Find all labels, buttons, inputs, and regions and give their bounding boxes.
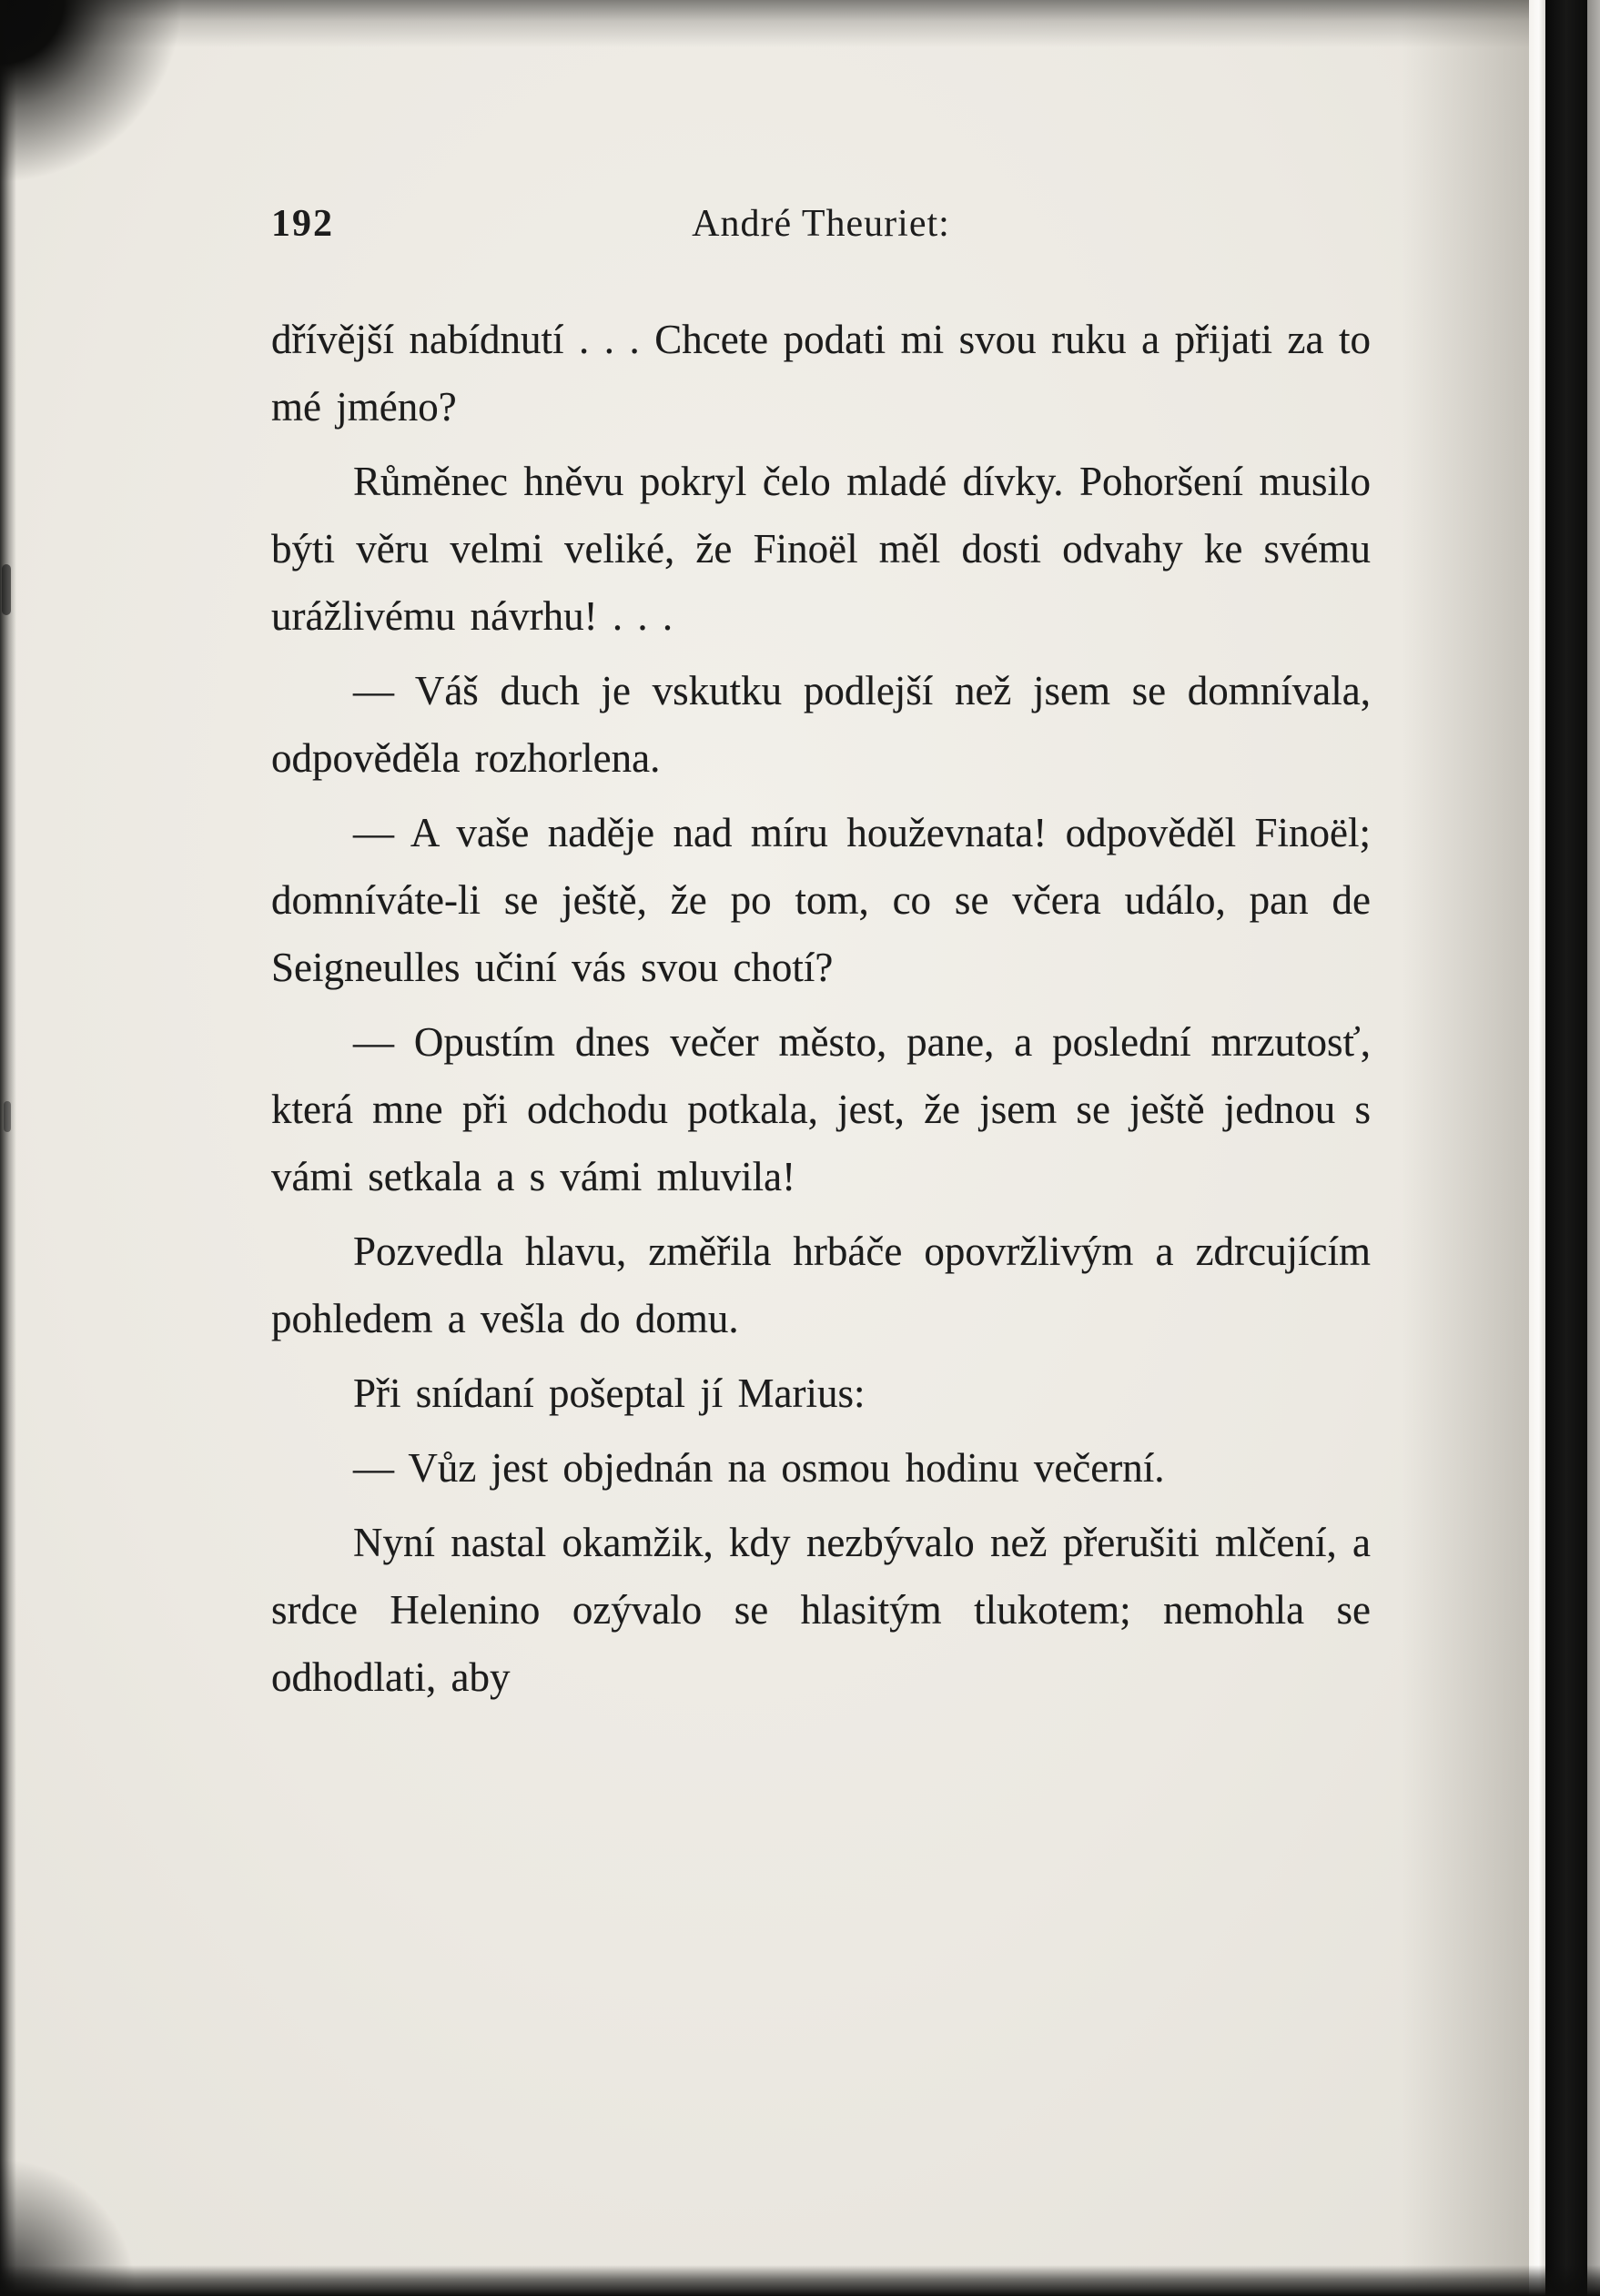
scan-top-left-corner-shadow bbox=[0, 0, 255, 218]
page-number: 192 bbox=[271, 203, 334, 245]
paragraph-dialogue: — Vůz jest objednán na osmou hodinu večerní. bbox=[353, 1445, 1165, 1491]
page-body-text bbox=[271, 306, 1371, 1718]
page-curl-shadow bbox=[1402, 0, 1529, 2296]
paragraph: Růměnec hněvu pokryl čelo mladé dívky. Pohoršení musilo býti věru velmi veliké, že Finoël měl dosti odvahy ke svému urážlivému návrhu! . . . bbox=[271, 459, 1371, 639]
scan-left-edge-shadow bbox=[0, 0, 16, 2296]
page-edge-highlight bbox=[1529, 0, 1545, 2296]
running-header bbox=[271, 198, 1371, 249]
paragraph: Nyní nastal okamžik, kdy nezbývalo než přerušiti mlčení, a srdce Helenino ozývalo se hlasitým tlukotem; nemohla se odhodlati, aby bbox=[271, 1520, 1371, 1700]
scan-bottom-edge-shadow bbox=[0, 2265, 1600, 2296]
book-spine-dark-band bbox=[1545, 0, 1587, 2296]
paragraph: Při snídaní pošeptal jí Marius: bbox=[353, 1371, 866, 1416]
paragraph-dialogue: — Opustím dnes večer město, pane, a poslední mrzutosť, která mne při odchodu potkala, jest, že jsem se ještě jednou s vámi setkala a s vámi mluvila! bbox=[271, 1019, 1371, 1199]
paragraph: dřívější nabídnutí . . . Chcete podati mi svou ruku a přijati za to mé jméno? bbox=[271, 317, 1371, 430]
scan-right-outer-strip bbox=[1587, 0, 1600, 2296]
scan-edge-speck bbox=[4, 1101, 11, 1132]
scan-edge-speck bbox=[2, 564, 11, 615]
running-header-title: André Theuriet: bbox=[692, 203, 950, 245]
paragraph: Pozvedla hlavu, změřila hrbáče opovržlivým a zdrcujícím pohledem a vešla do domu. bbox=[271, 1229, 1371, 1341]
paragraph-dialogue: — Váš duch je vskutku podlejší než jsem se domnívala, odpověděla rozhorlena. bbox=[271, 668, 1371, 781]
paragraph-dialogue: — A vaše naděje nad míru houževnata! odpověděl Finoël; domníváte-li se ještě, že po tom, co se včera událo, pan de Seigneulles učiní vás svou chotí? bbox=[271, 810, 1371, 990]
